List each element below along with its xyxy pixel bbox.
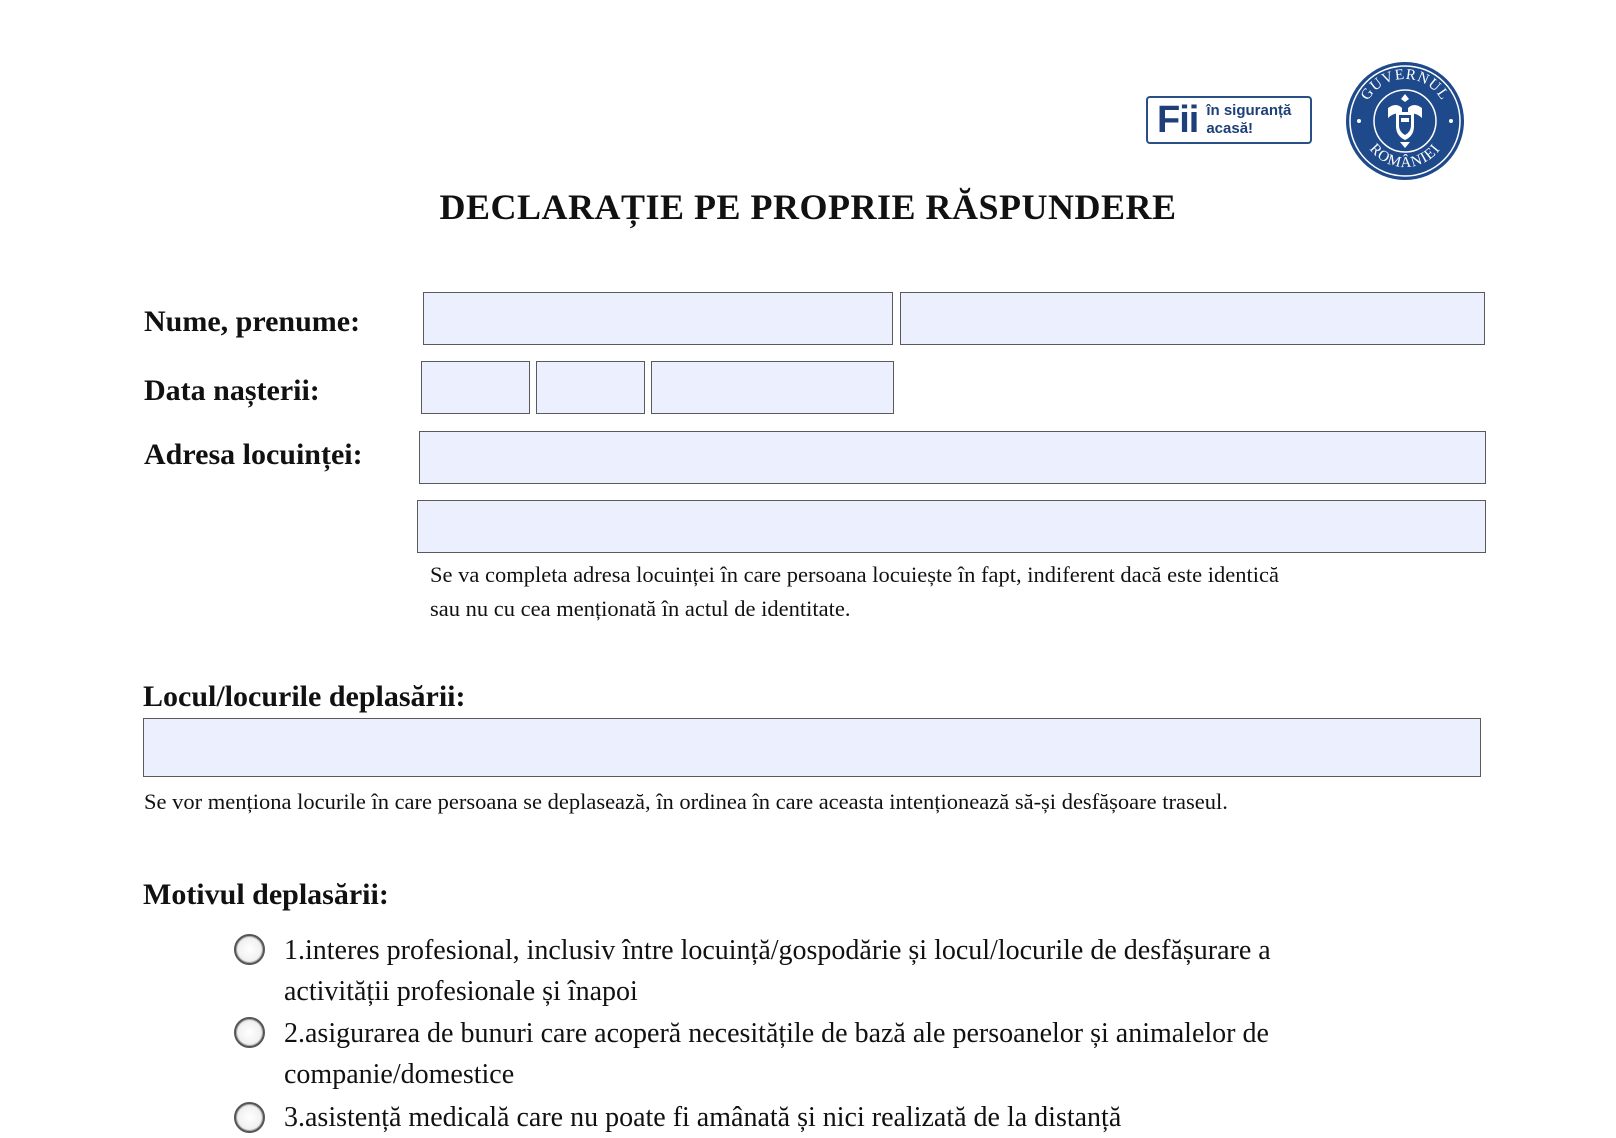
birth-date-label: Data nașterii: xyxy=(144,374,320,407)
seal-text-bottom: ROMÂNIEI xyxy=(1366,140,1444,172)
places-note: Se vor menționa locurile în care persoana se deplasează, în ordinea în care aceasta intenționează să-și desfășoare traseul. xyxy=(144,789,1228,814)
birth-year-field[interactable] xyxy=(651,361,894,414)
places-field[interactable] xyxy=(143,718,1481,777)
birth-month-field[interactable] xyxy=(536,361,645,414)
last-name-field[interactable] xyxy=(423,292,893,345)
reason-2-text: 2.asigurarea de bunuri care acoperă necesitățile de bază ale persoanelor și animalelor de companie/domestice xyxy=(284,1018,1269,1090)
reason-1-radio[interactable] xyxy=(234,934,265,965)
fii-logo-text: în siguranță acasă! xyxy=(1206,102,1292,137)
guvernul-romaniei-seal-icon xyxy=(1344,60,1466,182)
first-name-field[interactable] xyxy=(900,292,1485,345)
name-label: Nume, prenume: xyxy=(144,305,361,338)
fii-in-siguranta-logo xyxy=(1146,96,1312,144)
seal-text-top: GUVERNUL xyxy=(1357,66,1453,104)
reason-3-text: 3.asistență medicală care nu poate fi amânată și nici realizată de la distanță xyxy=(284,1102,1122,1133)
reason-1-text: 1.interes profesional, inclusiv între locuință/gospodărie și locul/locurile de desfășurare a activității profesionale și înapoi xyxy=(284,935,1271,1007)
fii-logo-mark: Fii xyxy=(1157,99,1199,141)
page-title: DECLARAȚIE PE PROPRIE RĂSPUNDERE xyxy=(439,187,1177,227)
address-note: Se va completa adresa locuinței în care persoana locuiește în fapt, indiferent dacă este identică sau nu cu cea menționată în actul de identitate. xyxy=(430,562,1279,621)
reason-2-radio[interactable] xyxy=(234,1017,265,1048)
reason-label: Motivul deplasării: xyxy=(143,878,389,911)
address-line-2-field[interactable] xyxy=(417,500,1486,553)
birth-day-field[interactable] xyxy=(421,361,530,414)
address-line-1-field[interactable] xyxy=(419,431,1486,484)
reason-3-radio[interactable] xyxy=(234,1102,265,1133)
address-label: Adresa locuinței: xyxy=(144,438,363,471)
places-label: Locul/locurile deplasării: xyxy=(143,680,466,713)
